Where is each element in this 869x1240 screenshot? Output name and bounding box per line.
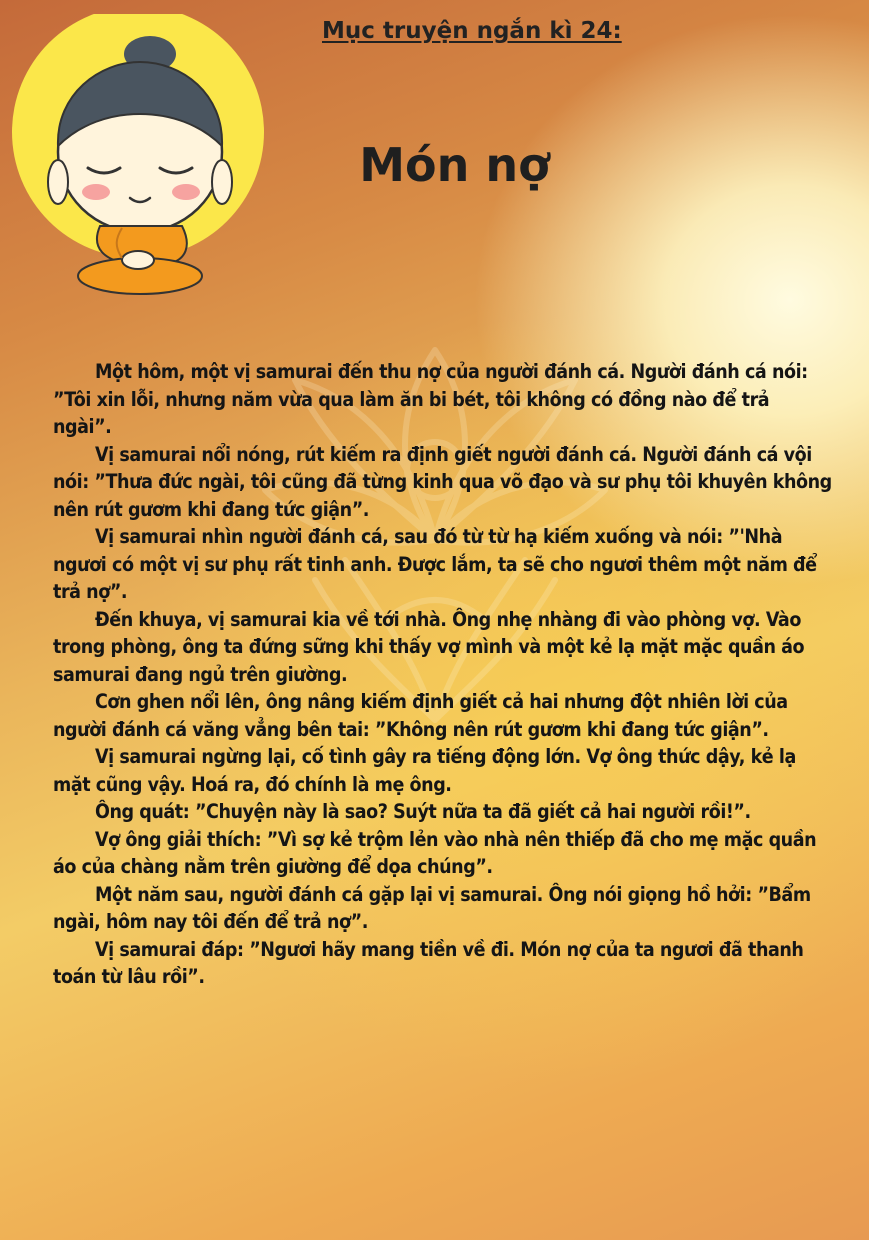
- story-paragraph: Vị samurai nhìn người đánh cá, sau đó từ từ hạ kiếm xuống và nói: ”'Nhà ngươi có một vị sư phụ rất tinh anh. Được lắm, ta sẽ cho ngươi thêm một năm để trả nợ”.: [53, 525, 817, 603]
- story-paragraph: Ông quát: ”Chuyện này là sao? Suýt nữa ta đã giết cả hai người rồi!”.: [95, 800, 751, 823]
- page-title: Món nợ: [359, 138, 550, 192]
- story-paragraph: Vị samurai ngừng lại, cố tình gây ra tiếng động lớn. Vợ ông thức dậy, kẻ lạ mặt cũng vậy. Hoá ra, đó chính là mẹ ông.: [53, 745, 796, 796]
- story-body: [53, 358, 833, 991]
- story-paragraph: Vợ ông giải thích: ”Vì sợ kẻ trộm lẻn vào nhà nên thiếp đã cho mẹ mặc quần áo của chàng nằm trên giường để dọa chúng”.: [53, 827, 817, 878]
- story-paragraph: Đến khuya, vị samurai kia về tới nhà. Ông nhẹ nhàng đi vào phòng vợ. Vào trong phòng, ông ta đứng sững khi thấy vợ mình và một kẻ lạ mặt mặc quần áo samurai đang ngủ trên giường.: [53, 607, 805, 686]
- story-paragraph: Vị samurai nổi nóng, rút kiếm ra định giết người đánh cá. Người đánh cá vội nói: ”Thưa đức ngài, tôi cũng đã từng kinh qua võ đạo và sư phụ tôi khuyên không nên rút gươm khi đang tức giận”.: [53, 442, 832, 521]
- story-paragraph: Một năm sau, người đánh cá gặp lại vị samurai. Ông nói giọng hồ hởi: ”Bẩm ngài, hôm nay tôi đến để trả nợ”.: [53, 882, 811, 933]
- series-label: Mục truyện ngắn kì 24:: [322, 18, 622, 44]
- story-paragraph: Vị samurai đáp: ”Ngươi hãy mang tiền về đi. Món nợ của ta ngươi đã thanh toán từ lâu rồi”.: [53, 937, 804, 988]
- story-paragraph: Cơn ghen nổi lên, ông nâng kiếm định giết cả hai nhưng đột nhiên lời của người đánh cá văng vẳng bên tai: ”Không nên rút gươm khi đang tức giận”.: [53, 690, 788, 741]
- story-paragraph: Một hôm, một vị samurai đến thu nợ của người đánh cá. Người đánh cá nói: ”Tôi xin lỗi, nhưng năm vừa qua làm ăn bi bét, tôi không có đồng nào để trả ngài”.: [53, 360, 808, 438]
